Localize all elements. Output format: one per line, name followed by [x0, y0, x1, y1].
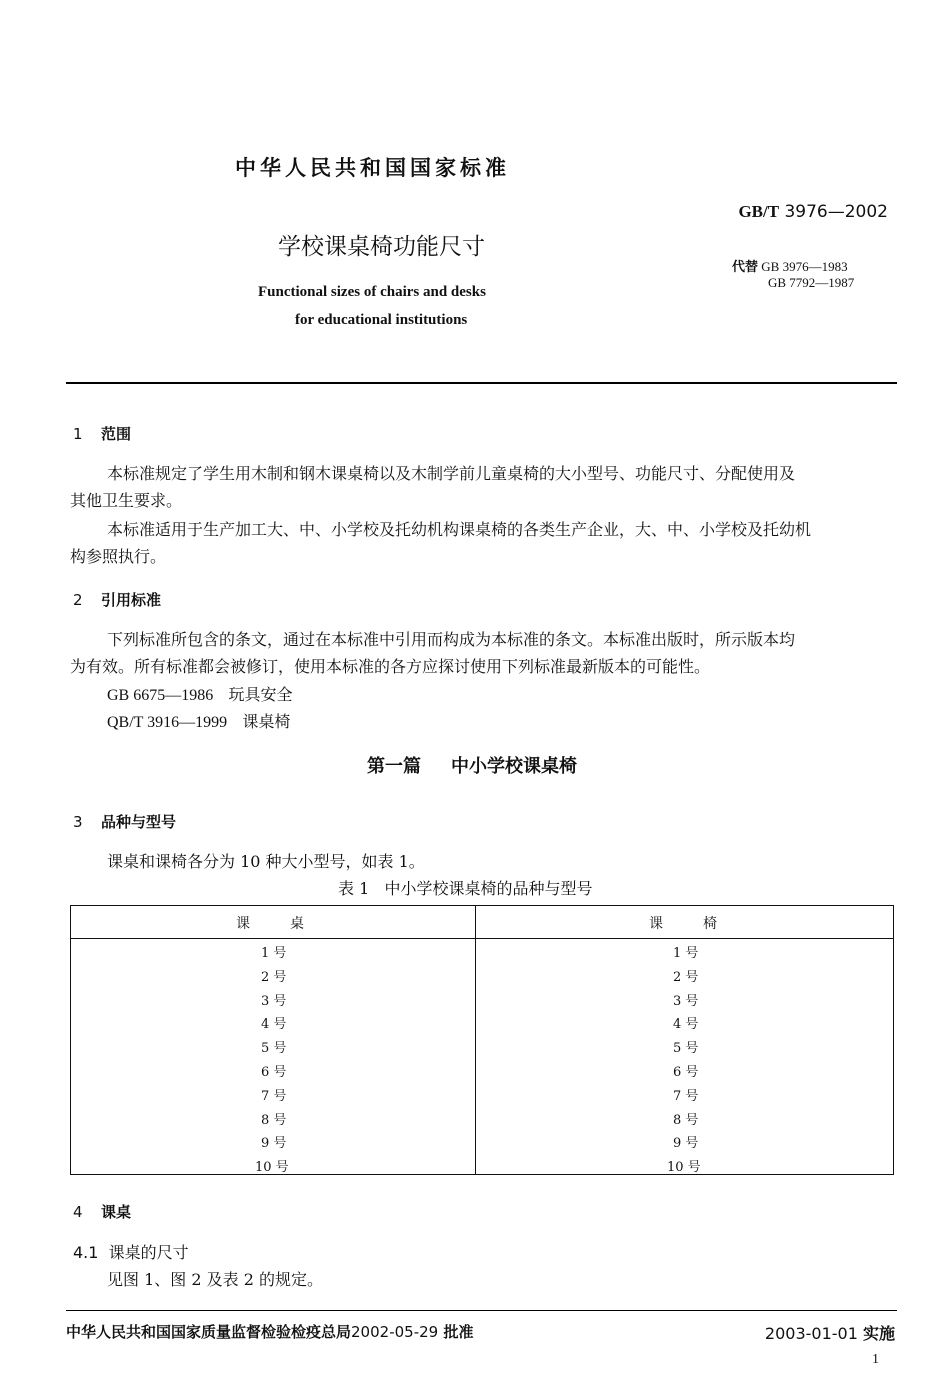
- table-cell-chair: 8 号: [673, 1112, 699, 1128]
- section-3-heading: [73, 811, 176, 832]
- table-column-divider: [475, 906, 476, 1174]
- table-header-row: [71, 906, 893, 939]
- replaces-label: 代替: [732, 260, 759, 275]
- table-cell-desk: 7 号: [261, 1088, 287, 1104]
- table-caption-title: 中小学校课桌椅的品种与型号: [384, 879, 593, 898]
- paragraph-line: 本标准规定了学生用木制和钢木课桌椅以及木制学前儿童桌椅的大小型号、功能尺寸、分配使用及: [107, 464, 796, 483]
- section-1-heading: [73, 423, 131, 444]
- table-cell-chair: 6 号: [673, 1065, 699, 1080]
- standard-prefix: GB/T: [738, 202, 780, 221]
- table-cell-chair: 3 号: [673, 993, 699, 1009]
- section-4-heading: [73, 1201, 131, 1222]
- table-cell-desk: 6 号: [261, 1065, 287, 1080]
- section-2-heading: [73, 589, 161, 610]
- subsection-number: 4.1: [73, 1243, 99, 1262]
- reference-code: QB/T 3916—1999: [107, 714, 228, 731]
- standard-code: 3976—2002: [784, 202, 888, 222]
- paragraph-line: 课桌和课椅各分为 10 种大小型号，如表 1。: [107, 852, 425, 871]
- reference-item: [107, 708, 290, 736]
- paragraph-line: 本标准适用于生产加工大、中、小学校及托幼机构课桌椅的各类生产企业，大、中、小学校及托幼机: [107, 520, 812, 539]
- implementation-date: 2003-01-01: [764, 1324, 858, 1343]
- reference-title: 课桌椅: [242, 712, 291, 731]
- paragraph-line: 下列标准所包含的条文，通过在本标准中引用而构成为本标准的条文。本标准出版时，所示版本均: [107, 630, 796, 649]
- table-cell-chair: 1 号: [673, 946, 699, 961]
- subsection-title: 课桌的尺寸: [108, 1243, 189, 1262]
- standard-number: [738, 202, 888, 222]
- table-cell-chair: 9 号: [673, 1136, 699, 1152]
- table-caption: [338, 876, 593, 899]
- section-title: 引用标准: [101, 591, 162, 609]
- table-cell-desk: 3 号: [261, 993, 287, 1009]
- table-cell-desk: 9 号: [261, 1136, 287, 1152]
- subsection-4-1-heading: [73, 1239, 189, 1266]
- replaces-item: GB 3976—1983: [761, 259, 848, 274]
- table-1: [70, 905, 894, 1175]
- table-cell-desk: 5 号: [261, 1041, 287, 1057]
- section-number: 3: [73, 813, 83, 831]
- table-cell-desk: 8 号: [261, 1112, 287, 1128]
- replaces-item: GB 7792—1987: [768, 275, 855, 290]
- section-number: 1: [73, 425, 83, 443]
- table-cell-chair: 2 号: [673, 969, 699, 985]
- table-cell-chair: 5 号: [673, 1041, 699, 1057]
- paragraph-line: 其他卫生要求。: [70, 491, 183, 510]
- section-number: 2: [73, 591, 83, 609]
- table-cell-chair: 7 号: [673, 1088, 699, 1104]
- part-title: [367, 752, 577, 778]
- paragraph-line: 为有效。所有标准都会被修订，使用本标准的各方应探讨使用下列标准最新版本的可能性。: [70, 657, 711, 676]
- section-title: 范围: [101, 425, 132, 443]
- table-cell-desk: 2 号: [261, 969, 287, 985]
- section-title: 课桌: [101, 1203, 132, 1221]
- section-number: 4: [73, 1203, 83, 1221]
- title-english-line-2: for educational institutions: [295, 312, 468, 328]
- approve-date: 2002-05-29: [351, 1323, 439, 1341]
- part-name: 中小学校课桌椅: [451, 756, 577, 777]
- implementation-line: [765, 1321, 895, 1344]
- section-title: 品种与型号: [101, 813, 177, 831]
- table-cell-desk: 4 号: [261, 1017, 287, 1033]
- approver: 中华人民共和国国家质量监督检验检疫总局: [66, 1323, 352, 1341]
- approve-label: 批准: [443, 1323, 474, 1341]
- table-cell-desk: 10 号: [255, 1160, 289, 1176]
- replaces-block: [732, 259, 854, 290]
- table-cell-chair: 4 号: [673, 1017, 699, 1033]
- title-english-line-1: Functional sizes of chairs and desks: [258, 284, 486, 300]
- part-label: 第一篇: [367, 756, 421, 777]
- paragraph-line: 构参照执行。: [70, 547, 167, 566]
- implementation-label: 实施: [862, 1324, 895, 1343]
- title-chinese: 学校课桌椅功能尺寸: [278, 234, 485, 260]
- approval-line: [66, 1321, 473, 1342]
- issuing-title: 中华人民共和国国家标准: [235, 156, 510, 180]
- reference-code: GB 6675—1986: [107, 687, 214, 704]
- reference-item: [107, 681, 293, 709]
- footer-divider: [66, 1310, 897, 1311]
- table-header-desk: 课桌: [236, 916, 344, 932]
- header-divider: [66, 382, 897, 384]
- table-cell-desk: 1 号: [261, 946, 287, 961]
- page-number: 1: [872, 1352, 879, 1367]
- table-caption-label: 表 1: [338, 879, 370, 898]
- reference-title: 玩具安全: [228, 685, 293, 704]
- paragraph-line: 见图 1、图 2 及表 2 的规定。: [107, 1270, 323, 1289]
- table-header-chair: 课椅: [649, 916, 757, 932]
- table-cell-chair: 10 号: [667, 1160, 701, 1176]
